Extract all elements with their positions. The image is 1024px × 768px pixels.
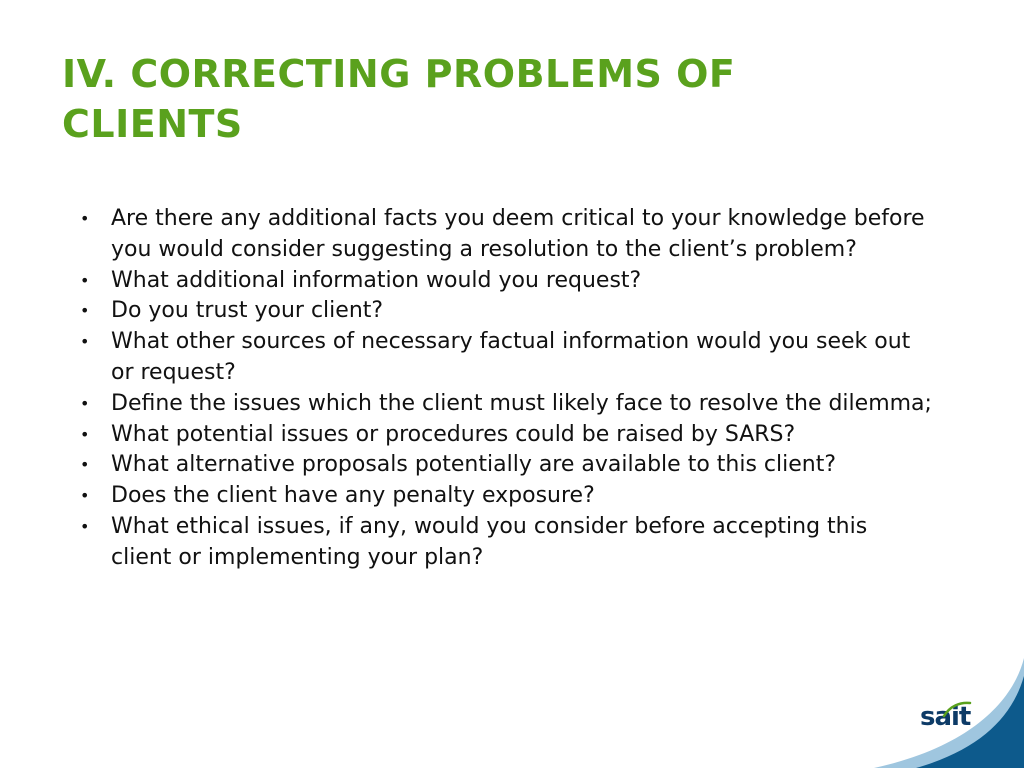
bullet-text: What alternative proposals potentially are available to this client? <box>111 452 837 478</box>
sait-logo-swoosh-path <box>944 703 970 716</box>
bullet-text: Does the client have any penalty exposure? <box>111 483 595 509</box>
bullet-text: Are there any additional facts you deem critical to your knowledge before you would consider suggesting a resolution to the client’s problem? <box>111 206 925 262</box>
bullet-item <box>74 420 934 451</box>
sait-logo <box>920 700 982 734</box>
bullet-item <box>74 266 934 297</box>
slide-title-line-1: IV. CORRECTING PROBLEMS OF <box>62 52 736 96</box>
bullet-item <box>74 389 934 420</box>
bullet-text: What additional information would you request? <box>111 267 642 293</box>
bullet-icon: • <box>80 393 90 413</box>
bullet-icon: • <box>80 270 90 290</box>
bullet-icon: • <box>80 424 90 444</box>
bullet-item <box>74 296 934 327</box>
bullet-item <box>74 450 934 481</box>
bullet-icon: • <box>80 332 90 352</box>
sait-logo-swoosh-icon <box>920 700 982 734</box>
bullet-text: What other sources of necessary factual information would you seek out or request? <box>111 329 911 385</box>
bullet-item <box>74 327 934 389</box>
bullet-text: Do you trust your client? <box>111 298 384 324</box>
bullet-text: What potential issues or procedures could be raised by SARS? <box>111 421 796 447</box>
bullet-item <box>74 204 934 266</box>
bullet-text: Define the issues which the client must likely face to resolve the dilemma; <box>111 390 932 416</box>
slide-title-line-2: CLIENTS <box>62 102 243 146</box>
bullet-text: What ethical issues, if any, would you consider before accepting this client or implementing your plan? <box>111 513 868 570</box>
bullet-icon: • <box>80 516 90 536</box>
sait-logo-text: sait <box>920 702 971 732</box>
bullet-item <box>74 481 934 512</box>
bullet-icon: • <box>80 455 90 475</box>
bullet-item <box>74 512 934 574</box>
slide-title <box>62 49 962 149</box>
bullet-list <box>74 204 934 574</box>
bullet-icon: • <box>80 486 90 506</box>
bullet-icon: • <box>80 209 90 228</box>
bullet-icon: • <box>80 301 90 321</box>
